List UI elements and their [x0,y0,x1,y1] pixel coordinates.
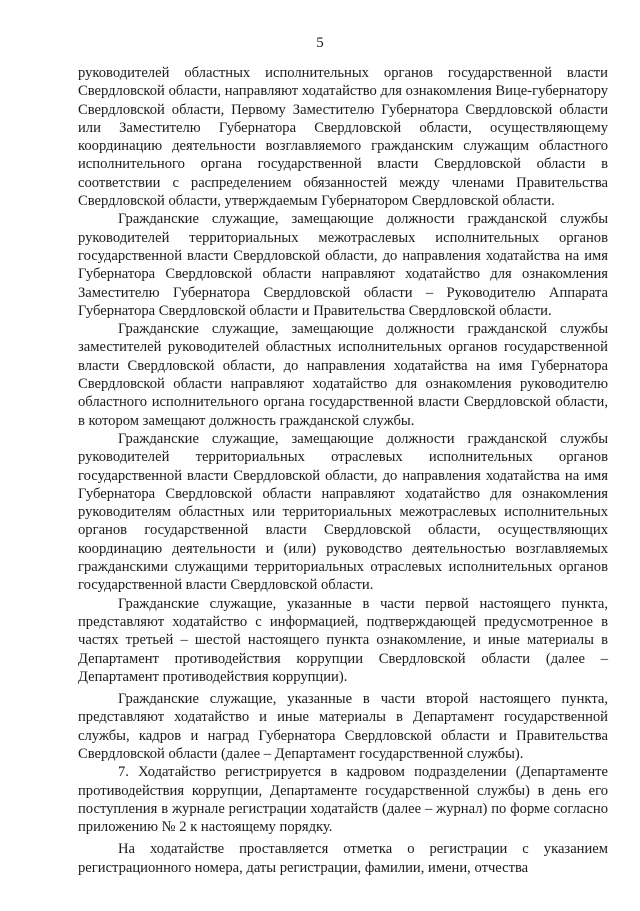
paragraph: Гражданские служащие, указанные в части второй настоящего пункта, представляют ходатайство и иные материалы в Департамент государственной службы, кадров и наград Губернатора Свердловской области и Правительства Свердловской области (далее – Департамент государственной службы). [78,691,608,762]
paragraph: руководителей областных исполнительных органов государственной власти Свердловской области, направляют ходатайство для ознакомления Вице-губернатору Свердловской области, Первому Заместителю Губернатора Свердловской области или Заместителю Губернатора Свердловской области, осуществляющему координацию деятельности возглавляемого гражданским служащим областного исполнительного органа государственной власти Свердловской области в соответствии с распределением обязанностей между членами Правительства Свердловской области, утверждаемым Губернатором Свердловской области. [78,65,608,210]
paragraph: Гражданские служащие, замещающие должности гражданской службы руководителей территориальных межотраслевых исполнительных органов государственной власти Свердловской области, до направления ходатайства на имя Губернатора Свердловской области направляют ходатайство для ознакомления Заместителю Губернатора Свердловской области – Руководителю Аппарата Губернатора Свердловской области и Правительства Свердловской области. [78,211,608,319]
document-body [78,64,608,877]
paragraph: 7. Ходатайство регистрируется в кадровом подразделении (Департаменте противодействия коррупции, Департаменте государственной службы) в день его поступления в журнале регистрации ходатайств (далее – журнал) по форме согласно приложению № 2 к настоящему порядку. [78,764,608,836]
paragraph: Гражданские служащие, указанные в части первой настоящего пункта, представляют ходатайство с информацией, подтверждающей предусмотренное в частях третьей – шестой настоящего пункта ознакомление, и иные материалы в Департамент противодействия коррупции Свердловской области (далее – Департамент противодействия коррупции). [78,595,608,685]
paragraph: Гражданские служащие, замещающие должности гражданской службы руководителей территориальных отраслевых исполнительных органов государственной власти Свердловской области, до направления ходатайства на имя Губернатора Свердловской области направляют ходатайство для ознакомления руководителям областных или территориальных межотраслевых исполнительных органов государственной власти Свердловской области, осуществляющих координацию деятельности и (или) руководство деятельностью возглавляемых гражданскими служащими территориальных отраслевых исполнительных органов государственной власти Свердловской области. [78,430,608,594]
paragraph: Гражданские служащие, замещающие должности гражданской службы заместителей руководителей областных исполнительных органов государственной власти Свердловской области, до направления ходатайства на имя Губернатора Свердловской области направляют ходатайство для ознакомления руководителю областного исполнительного органа государственной власти Свердловской области, в котором замещают должность гражданской службы. [78,321,608,429]
paragraph: На ходатайстве проставляется отметка о регистрации с указанием регистрационного номера, даты регистрации, фамилии, имени, отчества [78,841,608,876]
page-number: 5 [316,35,324,51]
